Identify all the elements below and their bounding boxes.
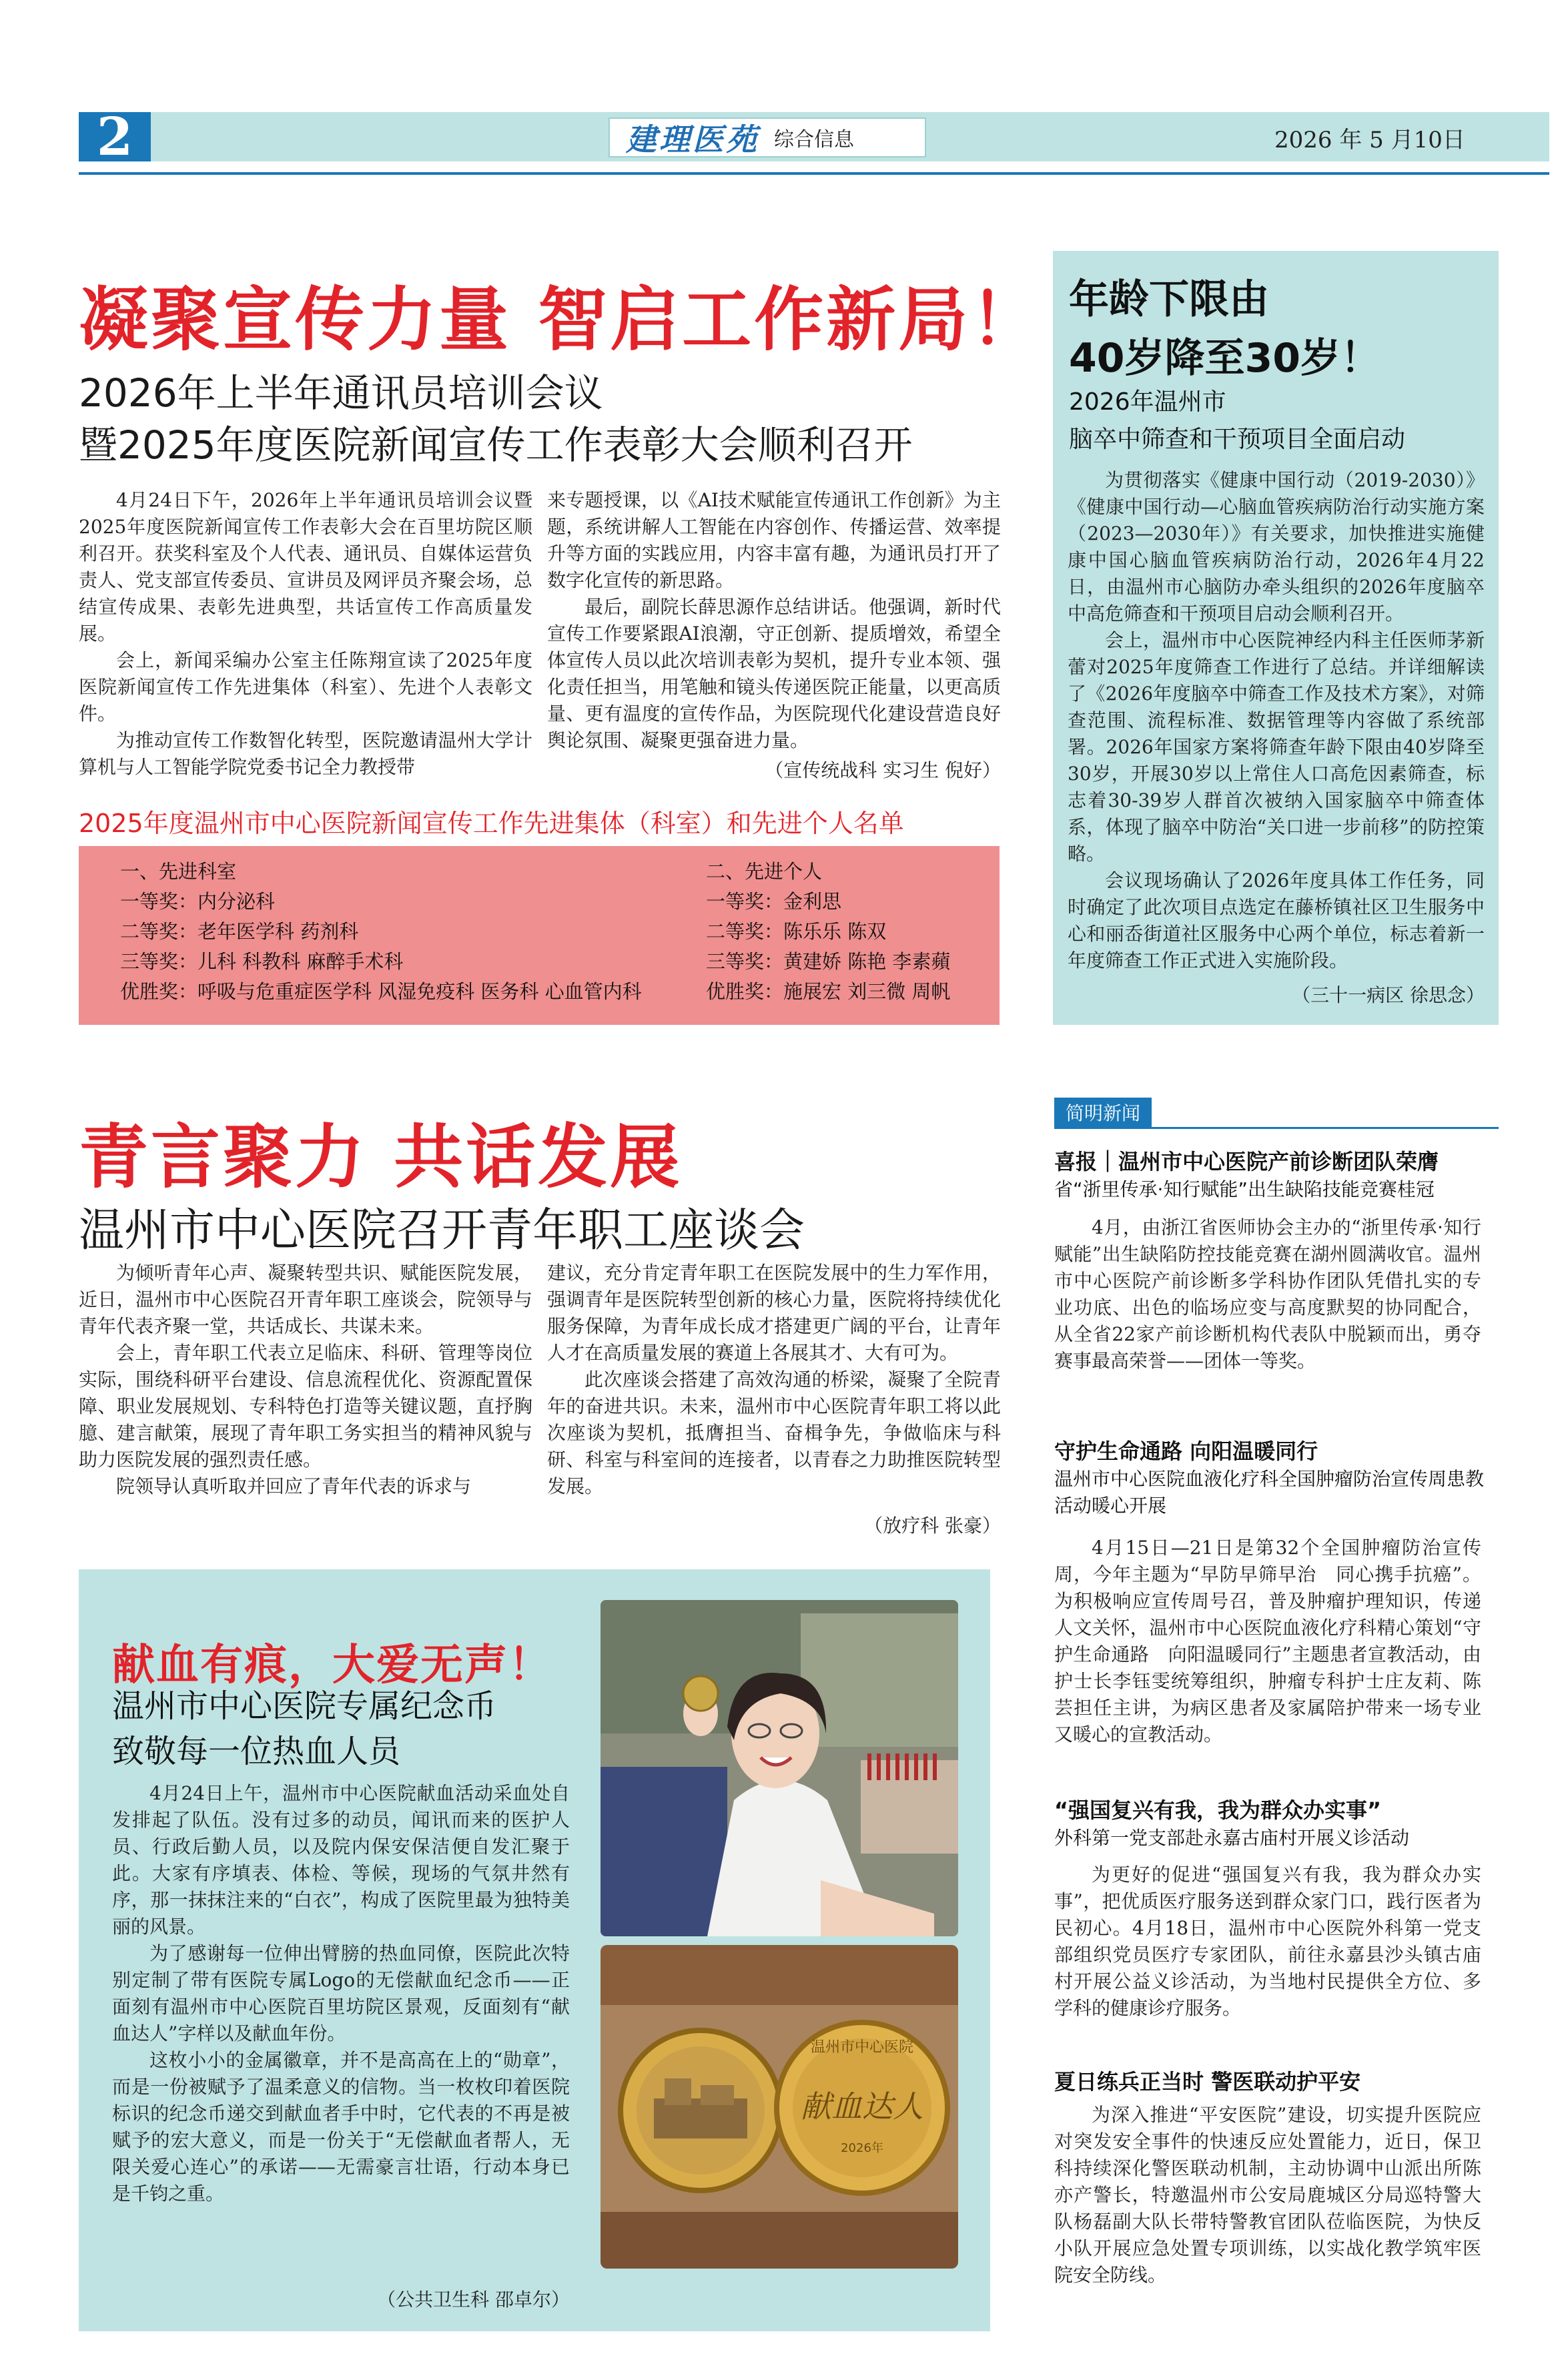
honor-roll-line: 二等奖：老年医学科 药剂科 <box>120 920 359 943</box>
paragraph: 来专题授课，以《AI技术赋能宣传通讯工作创新》为主题，系统讲解人工智能在内容创作、传播运营、效率提升等方面的实践应用，内容丰富有趣，为通讯员打开了数字化宣传的新思路。 <box>547 489 1001 591</box>
blood-subheadline-line1: 温州市中心医院专属纪念币 <box>112 1687 497 1725</box>
article1-column-2 <box>547 487 1001 754</box>
paragraph: 为倾听青年心声、凝聚转型共识、赋能医院发展，近日，温州市中心医院召开青年职工座谈会，院领导与青年代表齐聚一堂，共话成长、共谋未来。 <box>79 1262 532 1337</box>
paragraph: 为更好的促进“强国复兴有我，我为群众办实事”，把优质医疗服务送到群众家门口，践行医者为民初心。4月18日，温州市中心医院外科第一党支部组织党员医疗专家团队，前往永嘉县沙头镇古庙村开展公益义诊活动，为当地村民提供全方位、多学科的健康诊疗服务。 <box>1054 1864 1481 2019</box>
blood-body <box>112 1780 570 2207</box>
issue-date: 2026 年 5 月10日 <box>1274 127 1465 153</box>
brief1-headline: 喜报｜温州市中心医院产前诊断团队荣膺 <box>1054 1149 1439 1174</box>
paragraph: 4月24日上午，温州市中心医院献血活动采血处自发排起了队伍。没有过多的动员，闻讯而来的医护人员、行政后勤人员，以及院内保安保洁便自发汇聚于此。大家有序填表、体检、等候，现场的气氛井然有序，那一抹抹注来的“白衣”，构成了医院里最为独特美丽的风景。 <box>112 1782 570 1938</box>
brief3-subhead: 外科第一党支部赴永嘉古庙村开展义诊活动 <box>1054 1827 1410 1849</box>
coin-year-text: 2026年 <box>841 2141 883 2155</box>
article2-headline: 青言聚力 共话发展 <box>79 1116 683 1198</box>
coin-ring-text: 温州市中心医院 <box>810 2039 914 2056</box>
honor-roll-box <box>79 846 1000 1025</box>
article1-column-1 <box>79 487 532 781</box>
article2-column-1 <box>79 1260 532 1500</box>
brief3-headline: “强国复兴有我，我为群众办实事” <box>1054 1798 1382 1823</box>
blood-headline: 献血有痕，大爱无声！ <box>112 1641 552 1690</box>
honor-roll-line: 二等奖：陈乐乐 陈双 <box>706 920 887 943</box>
honor-roll-title: 2025年度温州市中心医院新闻宣传工作先进集体（科室）和先进个人名单 <box>79 809 904 838</box>
honor-roll-line: 一等奖：金利思 <box>706 890 842 913</box>
sidebar-subheadline <box>1069 384 1405 458</box>
sidebar-subheadline-line1: 2026年温州市 <box>1069 388 1226 416</box>
honor-roll-line: 三等奖：儿科 科教科 麻醉手术科 <box>120 950 404 973</box>
brief2-body <box>1054 1535 1481 1748</box>
honor-roll-line: 一等奖：内分泌科 <box>120 890 276 913</box>
coin-photo-illustration <box>601 1945 958 2269</box>
article1-subheadline-line1: 2026年上半年通讯员培训会议 <box>79 370 603 416</box>
honor-roll-line: 优胜奖：施展宏 刘三微 周帆 <box>706 980 951 1003</box>
brief4-body <box>1054 2102 1481 2289</box>
paragraph: 为推动宣传工作数智化转型，医院邀请温州大学计算机与人工智能学院党委书记全力教授带 <box>79 729 532 778</box>
sidebar-subheadline-line2: 脑卒中筛查和干预项目全面启动 <box>1069 426 1406 453</box>
coin-center-text: 献血达人 <box>801 2088 923 2124</box>
sidebar-headline-line1: 年龄下限由 <box>1069 276 1269 323</box>
paragraph: 会上，新闻采编办公室主任陈翔宣读了2025年度医院新闻宣传工作先进集体（科室）、先进个人表彰文件。 <box>79 649 532 725</box>
article1-subheadline-line2: 暨2025年度医院新闻宣传工作表彰大会顺利召开 <box>79 422 913 468</box>
donor-photo <box>601 1600 958 1936</box>
masthead-rule <box>79 172 1549 175</box>
paragraph: 此次座谈会搭建了高效沟通的桥梁，凝聚了全院青年的奋进共识。未来，温州市中心医院青年职工将以此次座谈为契机，抵膺担当、奋楫争先，争做临床与科研、科室与科室间的连接者，以青春之力助推医院转型发展。 <box>547 1368 1001 1497</box>
honor-roll-collectives <box>120 857 642 1007</box>
paragraph: 院领导认真听取并回应了青年代表的诉求与 <box>116 1475 472 1497</box>
donor-photo-illustration <box>601 1600 958 1936</box>
blood-byline: （公共卫生科 邵卓尔） <box>377 2289 570 2311</box>
brief3-body <box>1054 1862 1481 2022</box>
masthead-logo-box <box>609 117 926 157</box>
sidebar-headline <box>1069 270 1381 388</box>
paragraph: 4月24日下午，2026年上半年通讯员培训会议暨2025年度医院新闻宣传工作表彰大会在百里坊院区顺利召开。获奖科室及个人代表、通讯员、自媒体运营负责人、党支部宣传委员、宣讲员及网评员齐聚会场，总结宣传成果、表彰先进典型，共话宣传工作高质量发展。 <box>79 489 532 645</box>
paragraph: 这枚小小的金属徽章，并不是高高在上的“勋章”，而是一份被赋予了温柔意义的信物。当一枚枚印着医院标识的纪念币递交到献血者手中时，它代表的不再是被赋予的宏大意义，而是一份关于“无偿献血者帮人，无限关爱心连心”的承诺——无需豪言壮语，行动本身已是千钧之重。 <box>112 2049 570 2205</box>
paragraph: 会上，温州市中心医院神经内科主任医师茅新蕾对2025年度筛查工作进行了总结。并详细解读了《2026年度脑卒中筛查工作及技术方案》，对筛查范围、流程标准、数据管理等内容做了系统部署。2026年国家方案将筛查年龄下限由40岁降至30岁，开展30岁以上常住人口高危因素筛查，标志着30-39岁人群首次被纳入国家脑卒中筛查体系，体现了脑卒中防治“关口进一步前移”的防控策略。 <box>1068 629 1485 865</box>
brief-news-label: 简明新闻 <box>1054 1098 1152 1127</box>
honor-roll-line: 二、先进个人 <box>706 860 823 883</box>
article2-column-2 <box>547 1260 1001 1500</box>
sidebar-body <box>1068 467 1485 974</box>
paragraph: 4月15日—21日是第32个全国肿瘤防治宣传周，今年主题为“早防早筛早治 同心携手抗癌”。为积极响应宣传周号召，普及肿瘤护理知识，传递人文关怀，温州市中心医院血液化疗科精心策划“守护生命通路 向阳温暖同行”主题患者宣教活动，由护士长李钰雯统筹组织，肿瘤专科护士庄友莉、陈芸担任主讲，为病区患者及家属陪护带来一场专业又暖心的宣教活动。 <box>1054 1537 1481 1745</box>
newspaper-logo: 建理医苑 <box>626 121 759 157</box>
honor-roll-line: 优胜奖：呼吸与危重症医学科 风湿免疫科 医务科 心血管内科 <box>120 980 642 1003</box>
article1-byline: （宣传统战科 实习生 倪好） <box>765 759 1001 781</box>
brief1-body <box>1054 1214 1481 1375</box>
brief-news-rule <box>1054 1127 1499 1129</box>
blood-subheadline <box>112 1683 496 1774</box>
sidebar-headline-line2: 40岁降至30岁！ <box>1069 335 1381 382</box>
sidebar-byline: （三十一病区 徐思念） <box>1292 984 1485 1006</box>
article2-byline: （放疗科 张豪） <box>864 1515 1001 1537</box>
paragraph: 建议，充分肯定青年职工在医院发展中的生力军作用，强调青年是医院转型创新的核心力量，医院将持续优化服务保障，为青年成长成才搭建更广阔的平台，让青年人才在高质量发展的赛道上各展其才、大有可为。 <box>547 1262 1001 1364</box>
brief4-headline: 夏日练兵正当时 警医联动护平安 <box>1054 2069 1361 2094</box>
paragraph: 为了感谢每一位伸出臂膀的热血同僚，医院此次特别定制了带有医院专属Logo的无偿献血纪念币——正面刻有温州市中心医院百里坊院区景观，反面刻有“献血达人”字样以及献血年份。 <box>112 1942 570 2044</box>
page-number: 2 <box>79 112 151 161</box>
paragraph: 4月，由浙江省医师协会主办的“浙里传承·知行赋能”出生缺陷防控技能竞赛在湖州圆满收官。温州市中心医院产前诊断多学科协作团队凭借扎实的专业功底、出色的临场应变与高度默契的协同配合，从全省22家产前诊断机构代表队中脱颖而出，勇夺赛事最高荣誉——团体一等奖。 <box>1054 1216 1481 1372</box>
article1-headline: 凝聚宣传力量 智启工作新局！ <box>79 279 1043 360</box>
section-label: 综合信息 <box>774 128 854 151</box>
brief2-headline: 守护生命通路 向阳温暖同行 <box>1054 1439 1318 1464</box>
honor-roll-line: 三等奖：黄建娇 陈艳 李素蘋 <box>706 950 951 973</box>
brief1-subhead: 省“浙里传承·知行赋能”出生缺陷技能竞赛桂冠 <box>1054 1178 1435 1200</box>
paragraph: 会议现场确认了2026年度具体工作任务，同时确定了此次项目点选定在藤桥镇社区卫生服务中心和丽岙街道社区服务中心两个单位，标志着新一年度筛查工作正式进入实施阶段。 <box>1068 869 1485 971</box>
article2-subheadline: 温州市中心医院召开青年职工座谈会 <box>79 1204 805 1257</box>
blood-subheadline-line2: 致敬每一位热血人员 <box>112 1733 401 1770</box>
article1-subheadline <box>79 367 913 471</box>
paragraph: 会上，青年职工代表立足临床、科研、管理等岗位实际，围绕科研平台建设、信息流程优化、资源配置保障、职业发展规划、专科特色打造等关键议题，直抒胸臆、建言献策，展现了青年职工务实担当的精神风貌与助力医院发展的强烈责任感。 <box>79 1342 532 1471</box>
honor-roll-line: 一、先进科室 <box>120 860 237 883</box>
paragraph: 为贯彻落实《健康中国行动（2019-2030）》《健康中国行动—心脑血管疾病防治行动实施方案（2023—2030年）》有关要求，加快推进实施健康中国心脑血管疾病防治行动，2026年4月22日，由温州市心脑防办牵头组织的2026年度脑卒中高危筛查和干预项目启动会顺利召开。 <box>1068 469 1485 625</box>
commemorative-coin-photo <box>601 1945 958 2269</box>
honor-roll-individuals <box>706 857 950 1007</box>
brief2-subhead: 温州市中心医院血液化疗科全国肿瘤防治宣传周患教活动暖心开展 <box>1054 1468 1485 1517</box>
paragraph: 最后，副院长薛思源作总结讲话。他强调，新时代宣传工作要紧跟AI浪潮，守正创新、提质增效，希望全体宣传人员以此次培训表彰为契机，提升专业本领、强化责任担当，用笔触和镜头传递医院正能量，以更高质量、更有温度的宣传作品，为医院现代化建设营造良好舆论氛围、凝聚更强奋进力量。 <box>547 596 1001 751</box>
paragraph: 为深入推进“平安医院”建设，切实提升医院应对突发安全事件的快速反应处置能力，近日，保卫科持续深化警医联动机制，主动协调中山派出所陈亦产警长，特邀温州市公安局鹿城区分局巡特警大队杨磊副大队长带特警教官团队莅临医院，为快反小队开展应急处置专项训练，以实战化教学筑牢医院安全防线。 <box>1054 2104 1481 2286</box>
